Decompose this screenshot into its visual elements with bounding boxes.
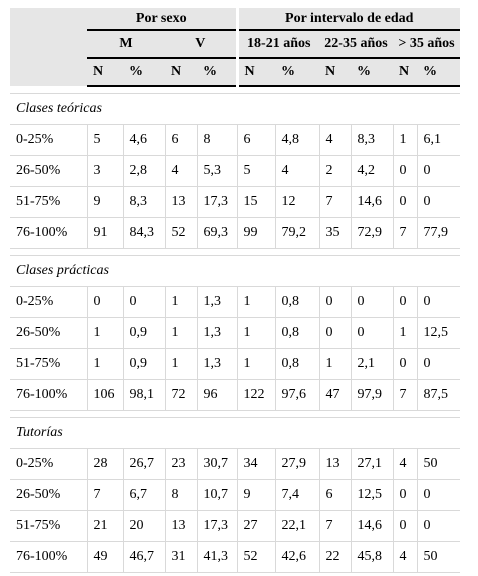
cell-n: 1	[237, 318, 275, 349]
cell-n: 91	[87, 218, 123, 249]
table-row	[10, 511, 460, 542]
cell-n: 5	[237, 156, 275, 187]
cell-n: 1	[393, 318, 417, 349]
cell-n: 2	[319, 156, 351, 187]
cell-n: 1	[237, 287, 275, 318]
gap-cell	[10, 86, 460, 94]
table-row	[10, 449, 460, 480]
table-row	[10, 542, 460, 573]
col-header-n: N	[87, 58, 123, 86]
cell-n: 28	[87, 449, 123, 480]
cell-n: 22	[319, 542, 351, 573]
cell-pct: 0	[417, 187, 460, 218]
cell-pct: 4,8	[275, 125, 319, 156]
cell-pct: 14,6	[351, 511, 393, 542]
cell-pct: 17,3	[197, 511, 237, 542]
table-row	[10, 480, 460, 511]
cell-pct: 0	[123, 287, 165, 318]
table-row	[10, 349, 460, 380]
header-sub-m: M	[87, 30, 165, 58]
cell-pct: 26,7	[123, 449, 165, 480]
cell-pct: 2,8	[123, 156, 165, 187]
cell-n: 0	[319, 318, 351, 349]
header-sub-v: V	[165, 30, 237, 58]
table-row	[10, 156, 460, 187]
table-body	[10, 86, 460, 573]
gap-cell	[10, 249, 460, 256]
header-group-sex: Por sexo	[87, 8, 237, 30]
cell-pct: 42,6	[275, 542, 319, 573]
cell-pct: 97,6	[275, 380, 319, 411]
cell-n: 1	[393, 125, 417, 156]
cell-n: 21	[87, 511, 123, 542]
cell-n: 1	[165, 318, 197, 349]
cell-pct: 27,9	[275, 449, 319, 480]
col-header-pct: %	[275, 58, 319, 86]
cell-pct: 1,3	[197, 287, 237, 318]
cell-pct: 14,6	[351, 187, 393, 218]
cell-n: 7	[393, 380, 417, 411]
cell-n: 9	[237, 480, 275, 511]
cell-pct: 27,1	[351, 449, 393, 480]
row-label: 26-50%	[10, 156, 87, 187]
section-header-row	[10, 418, 460, 449]
cell-n: 1	[87, 349, 123, 380]
cell-n: 1	[319, 349, 351, 380]
row-label: 26-50%	[10, 318, 87, 349]
cell-n: 1	[165, 287, 197, 318]
cell-pct: 1,3	[197, 318, 237, 349]
cell-n: 7	[393, 218, 417, 249]
row-label: 0-25%	[10, 449, 87, 480]
row-label: 0-25%	[10, 287, 87, 318]
cell-n: 6	[319, 480, 351, 511]
cell-pct: 0	[351, 287, 393, 318]
col-header-pct: %	[417, 58, 460, 86]
col-header-pct: %	[123, 58, 165, 86]
col-header-n: N	[393, 58, 417, 86]
cell-pct: 0,8	[275, 349, 319, 380]
cell-n: 0	[87, 287, 123, 318]
table-row	[10, 125, 460, 156]
header-corner	[10, 8, 87, 86]
table-row	[10, 218, 460, 249]
cell-n: 7	[319, 511, 351, 542]
cell-n: 4	[393, 449, 417, 480]
cell-pct: 6,1	[417, 125, 460, 156]
cell-n: 9	[87, 187, 123, 218]
section-gap	[10, 249, 460, 256]
cell-pct: 8,3	[351, 125, 393, 156]
cell-n: 99	[237, 218, 275, 249]
table-row	[10, 318, 460, 349]
cell-pct: 0,9	[123, 318, 165, 349]
cell-n: 1	[87, 318, 123, 349]
cell-n: 6	[237, 125, 275, 156]
cell-pct: 84,3	[123, 218, 165, 249]
col-header-n: N	[237, 58, 275, 86]
header-sub-35-plus: > 35 años	[393, 30, 460, 58]
cell-n: 106	[87, 380, 123, 411]
cell-n: 8	[165, 480, 197, 511]
cell-pct: 45,8	[351, 542, 393, 573]
row-label: 26-50%	[10, 480, 87, 511]
cell-n: 0	[319, 287, 351, 318]
gap-cell	[10, 411, 460, 418]
cell-n: 15	[237, 187, 275, 218]
col-header-pct: %	[351, 58, 393, 86]
cell-pct: 5,3	[197, 156, 237, 187]
cell-pct: 69,3	[197, 218, 237, 249]
cell-n: 7	[87, 480, 123, 511]
section-header-row	[10, 94, 460, 125]
cell-pct: 97,9	[351, 380, 393, 411]
row-label: 76-100%	[10, 542, 87, 573]
cell-n: 52	[165, 218, 197, 249]
cell-pct: 41,3	[197, 542, 237, 573]
cell-pct: 79,2	[275, 218, 319, 249]
cell-n: 4	[319, 125, 351, 156]
table-row	[10, 187, 460, 218]
row-label: 51-75%	[10, 511, 87, 542]
cell-n: 0	[393, 187, 417, 218]
cell-pct: 0,9	[123, 349, 165, 380]
cell-n: 47	[319, 380, 351, 411]
cell-n: 49	[87, 542, 123, 573]
cell-pct: 1,3	[197, 349, 237, 380]
section-gap	[10, 86, 460, 94]
cell-n: 0	[393, 287, 417, 318]
cell-pct: 87,5	[417, 380, 460, 411]
cell-pct: 12,5	[417, 318, 460, 349]
cell-pct: 6,7	[123, 480, 165, 511]
section-title: Clases teóricas	[10, 94, 460, 125]
col-header-n: N	[319, 58, 351, 86]
cell-pct: 46,7	[123, 542, 165, 573]
cell-pct: 0	[417, 349, 460, 380]
cell-pct: 4	[275, 156, 319, 187]
cell-pct: 0	[417, 156, 460, 187]
row-label: 51-75%	[10, 349, 87, 380]
cell-n: 122	[237, 380, 275, 411]
cell-n: 23	[165, 449, 197, 480]
cell-n: 1	[237, 349, 275, 380]
section-gap	[10, 411, 460, 418]
cell-pct: 2,1	[351, 349, 393, 380]
cell-n: 6	[165, 125, 197, 156]
cell-n: 4	[393, 542, 417, 573]
cell-n: 1	[165, 349, 197, 380]
cell-pct: 50	[417, 449, 460, 480]
cell-pct: 0	[417, 480, 460, 511]
header-sub-18-21: 18-21 años	[237, 30, 319, 58]
cell-n: 34	[237, 449, 275, 480]
row-label: 76-100%	[10, 380, 87, 411]
cell-n: 3	[87, 156, 123, 187]
section-title: Clases prácticas	[10, 256, 460, 287]
header-sub-22-35: 22-35 años	[319, 30, 393, 58]
cell-n: 0	[393, 349, 417, 380]
cell-pct: 12,5	[351, 480, 393, 511]
cell-pct: 4,2	[351, 156, 393, 187]
cell-n: 0	[393, 156, 417, 187]
cell-pct: 98,1	[123, 380, 165, 411]
cell-pct: 0	[417, 287, 460, 318]
cell-n: 72	[165, 380, 197, 411]
cell-pct: 30,7	[197, 449, 237, 480]
row-label: 76-100%	[10, 218, 87, 249]
cell-n: 0	[393, 511, 417, 542]
cell-n: 13	[165, 511, 197, 542]
cell-n: 31	[165, 542, 197, 573]
cell-pct: 8,3	[123, 187, 165, 218]
cell-pct: 77,9	[417, 218, 460, 249]
cell-n: 4	[165, 156, 197, 187]
section-title: Tutorías	[10, 418, 460, 449]
cell-pct: 22,1	[275, 511, 319, 542]
cell-n: 52	[237, 542, 275, 573]
cell-pct: 4,6	[123, 125, 165, 156]
cell-pct: 50	[417, 542, 460, 573]
cell-pct: 0,8	[275, 287, 319, 318]
cell-pct: 12	[275, 187, 319, 218]
row-label: 51-75%	[10, 187, 87, 218]
col-header-n: N	[165, 58, 197, 86]
row-label: 0-25%	[10, 125, 87, 156]
results-table	[10, 8, 460, 573]
cell-pct: 10,7	[197, 480, 237, 511]
cell-pct: 72,9	[351, 218, 393, 249]
cell-pct: 7,4	[275, 480, 319, 511]
cell-pct: 0,8	[275, 318, 319, 349]
cell-pct: 8	[197, 125, 237, 156]
cell-n: 27	[237, 511, 275, 542]
cell-n: 13	[165, 187, 197, 218]
cell-pct: 20	[123, 511, 165, 542]
cell-pct: 17,3	[197, 187, 237, 218]
cell-pct: 96	[197, 380, 237, 411]
cell-n: 35	[319, 218, 351, 249]
col-header-pct: %	[197, 58, 237, 86]
cell-pct: 0	[417, 511, 460, 542]
section-header-row	[10, 256, 460, 287]
cell-n: 7	[319, 187, 351, 218]
cell-n: 0	[393, 480, 417, 511]
header-group-age: Por intervalo de edad	[237, 8, 460, 30]
cell-n: 5	[87, 125, 123, 156]
table-row	[10, 287, 460, 318]
table-row	[10, 380, 460, 411]
cell-pct: 0	[351, 318, 393, 349]
cell-n: 13	[319, 449, 351, 480]
